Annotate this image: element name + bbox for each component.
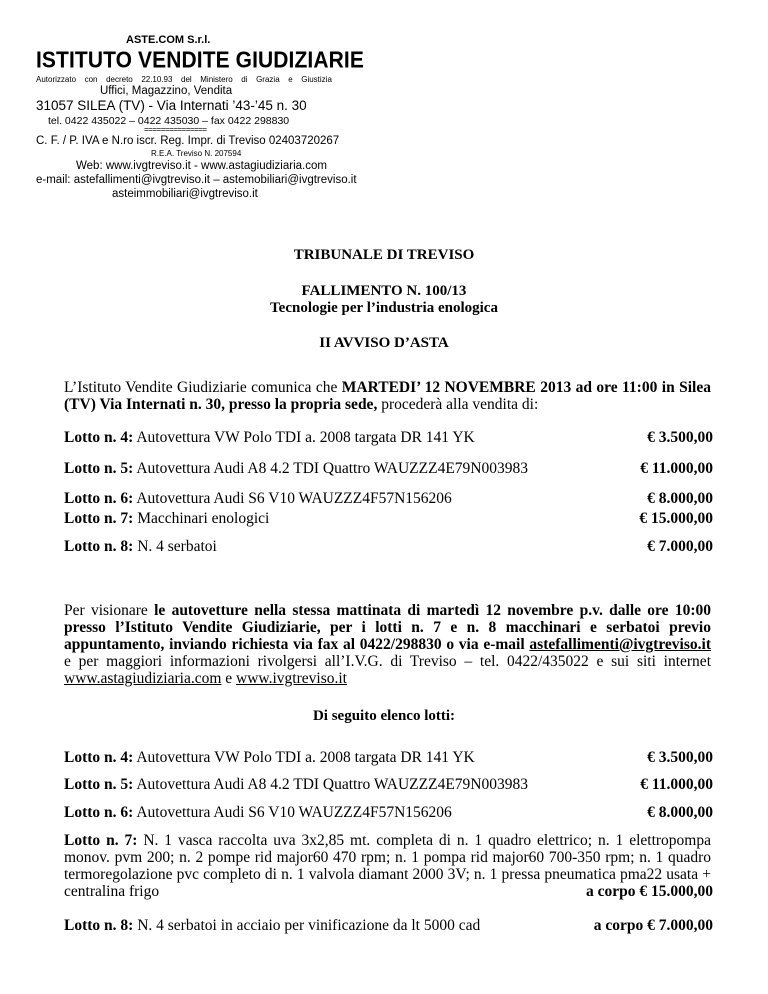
- lot-description: Autovettura VW Polo TDI a. 2008 targata DR 141 YK: [136, 749, 475, 766]
- lot-price: € 7.000,00: [647, 538, 713, 555]
- website-link-astagiudiziaria[interactable]: www.astagiudiziaria.com: [64, 670, 222, 687]
- lot-description: Autovettura Audi A8 4.2 TDI Quattro WAUZZZ4E79N003983: [136, 776, 528, 793]
- detail-lot-row: [64, 749, 713, 767]
- lot-price: a corpo € 7.000,00: [593, 917, 713, 934]
- email-line: e-mail: astefallimenti@ivgtreviso.it – astemobiliari@ivgtreviso.it: [36, 174, 357, 186]
- lot-label: Lotto n. 5:: [64, 776, 134, 793]
- institute-title: ISTITUTO VENDITE GIUDIZIARIE: [36, 48, 364, 73]
- lot-label: Lotto n. 7:: [64, 510, 134, 527]
- lot-description: Autovettura Audi S6 V10 WAUZZZ4F57N156206: [136, 490, 452, 507]
- website-link-ivgtreviso[interactable]: www.ivgtreviso.it: [236, 670, 347, 687]
- offices-line: Uffici, Magazzino, Vendita: [100, 85, 233, 97]
- phones-line: tel. 0422 435022 – 0422 435030 – fax 0422 298830: [48, 115, 290, 127]
- lot-description: Macchinari enologici: [137, 510, 270, 527]
- lot-price: € 11.000,00: [640, 776, 713, 793]
- case-heading: FALLIMENTO N. 100/13: [301, 283, 467, 299]
- address-line: 31057 SILEA (TV) - Via Internati ’43-’45 n. 30: [36, 98, 307, 113]
- lot-description: Autovettura Audi A8 4.2 TDI Quattro WAUZZZ4E79N003983: [136, 460, 528, 477]
- court-heading: TRIBUNALE DI TREVISO: [293, 247, 475, 263]
- email-line-2: asteimmobiliari@ivgtreviso.it: [112, 188, 258, 200]
- auth-word: e: [288, 75, 293, 84]
- lot-label: Lotto n. 4:: [64, 749, 134, 766]
- intro-text-end: procederà alla vendita di:: [377, 396, 539, 413]
- lot-price: € 8.000,00: [647, 804, 713, 821]
- visit-conjunction: e: [221, 670, 237, 687]
- lot-label: Lotto n. 6:: [64, 804, 134, 821]
- lot-price: € 15.000,00: [639, 510, 713, 527]
- intro-paragraph: [64, 379, 711, 413]
- detail-lot-row: [64, 917, 713, 935]
- visit-info-text: e per maggiori informazioni rivolgersi all’I.V.G. di Treviso – tel. 0422/435022 e sui siti internet: [64, 653, 711, 670]
- lot-price: € 3.500,00: [647, 749, 713, 766]
- company-name: ASTE.COM S.r.l.: [126, 34, 211, 46]
- lot-description: N. 4 serbatoi: [137, 538, 217, 555]
- lot-label: Lotto n. 6:: [64, 490, 134, 507]
- visit-details: [64, 602, 711, 653]
- auth-word: di: [241, 75, 248, 84]
- email-link[interactable]: astefallimenti@ivgtreviso.it: [529, 636, 711, 653]
- auth-word: Autorizzato: [36, 75, 77, 84]
- summary-lot-row: [64, 490, 713, 508]
- auth-word: Ministero: [200, 75, 233, 84]
- lot-description: Autovettura Audi S6 V10 WAUZZZ4F57N156206: [136, 804, 452, 821]
- lot-label: Lotto n. 5:: [64, 460, 134, 477]
- rea-line: R.E.A. Treviso N. 207594: [151, 149, 242, 158]
- summary-lot-row: [64, 429, 713, 447]
- detail-lot-row: [64, 776, 713, 794]
- lot-label: Lotto n. 7:: [64, 832, 138, 849]
- auth-word: 22.10.93: [141, 75, 173, 84]
- notice-heading: II AVVISO D’ASTA: [319, 335, 449, 351]
- lot-description: N. 4 serbatoi in acciaio per vinificazione da lt 5000 cad: [137, 917, 481, 934]
- lot-price: € 11.000,00: [640, 460, 713, 477]
- visit-paragraph: [64, 602, 711, 687]
- auth-word: decreto: [106, 75, 133, 84]
- summary-lot-row: [64, 460, 713, 478]
- auth-word: del: [181, 75, 192, 84]
- lot-description: Autovettura VW Polo TDI a. 2008 targata DR 141 YK: [136, 429, 475, 446]
- lot-description: N. 1 vasca raccolta uva 3x2,85 mt. completa di n. 1 quadro elettrico; n. 1 elettropompa monov. pvm 200; n. 2 pompe rid major60 470 rpm; n. 1 pompa rid major60 700-350 rpm; n. 1 quadro termoregolazione pvc completo di n. 1 valvola diamant 2000 3V; n. 1 pressa pneumatica pma22 usata + centralina frigo: [64, 832, 711, 900]
- detail-lot-row: [64, 804, 713, 822]
- separator-line: ===============: [144, 125, 207, 134]
- auth-word: con: [84, 75, 98, 84]
- subject-heading: Tecnologie per l’industria enologica: [270, 300, 498, 316]
- visit-bold-text: le autovetture nella stessa mattinata di martedì 12 novembre p.v. dalle ore 10:00 presso l’Istituto Vendite Giudiziarie, per i lotti n. 7 e n. 8 macchinari e serbatoi previo appuntamento, inviando richiesta via fax al 0422/298830 o via e-mail: [64, 602, 711, 653]
- lot-price: a corpo € 15.000,00: [585, 883, 713, 900]
- intro-date-place: MARTEDI’ 12 NOVEMBRE 2013 ad ore 11:00 in Silea (TV) Via Internati n. 30, presso la propria sede,: [64, 379, 711, 413]
- web-line: Web: www.ivgtreviso.it - www.astagiudiziaria.com: [76, 160, 327, 172]
- lot-list-heading: Di seguito elenco lotti:: [312, 708, 456, 724]
- intro-text: L’Istituto Vendite Giudiziarie comunica che: [64, 379, 342, 396]
- auth-word: Giustizia: [301, 75, 332, 84]
- summary-lot-row: [64, 510, 713, 528]
- lot-price: € 3.500,00: [647, 429, 713, 446]
- lot-label: Lotto n. 8:: [64, 917, 134, 934]
- visit-text: Per visionare: [64, 602, 155, 619]
- lot-price: € 8.000,00: [647, 490, 713, 507]
- authorization-line: [36, 75, 332, 84]
- auth-word: Grazia: [256, 75, 280, 84]
- lot-label: Lotto n. 8:: [64, 538, 134, 555]
- summary-lot-row: [64, 538, 713, 556]
- lot-label: Lotto n. 4:: [64, 429, 134, 446]
- tax-line: C. F. / P. IVA e N.ro iscr. Reg. Impr. di Treviso 02403720267: [36, 135, 340, 147]
